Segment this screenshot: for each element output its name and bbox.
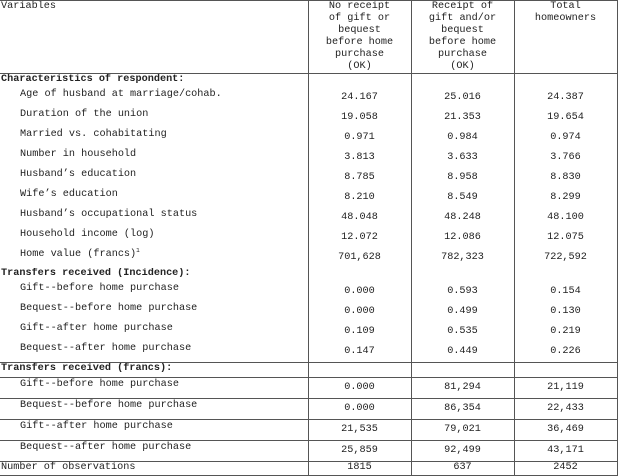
cell-no-receipt: 0.109 [308,322,411,342]
section-header-row [0,74,617,89]
section-title: Transfers received (francs): [0,363,308,378]
observations-no-receipt: 1815 [308,462,411,476]
cell-no-receipt: 0.147 [308,342,411,363]
header-row [0,1,617,74]
cell-receipt: 3.633 [411,148,514,168]
cell-total: 0.219 [514,322,617,342]
table-row [0,88,617,108]
cell-receipt: 0.535 [411,322,514,342]
row-label: Married vs. cohabitating [20,129,167,140]
cell-total: 0.154 [514,282,617,302]
cell-no-receipt: 21,535 [308,420,411,441]
table-row [0,148,617,168]
cell-receipt: 21.353 [411,108,514,128]
cell-no-receipt: 8.785 [308,168,411,188]
observations-receipt: 637 [411,462,514,476]
section-header-row [0,363,617,378]
cell-no-receipt: 12.072 [308,228,411,248]
cell-no-receipt: 24.167 [308,88,411,108]
row-label: Duration of the union [20,109,149,120]
cell-no-receipt: 0.000 [308,399,411,420]
section-header-row [0,268,617,282]
table-row [0,302,617,322]
cell-receipt: 8.958 [411,168,514,188]
cell-total: 3.766 [514,148,617,168]
table-row [0,248,617,268]
cell-receipt: 25.016 [411,88,514,108]
header-total: Total homeowners [514,1,617,74]
cell-total: 48.100 [514,208,617,228]
cell-total: 8.299 [514,188,617,208]
header-receipt: Receipt of gift and/or bequest before home purchase (OK) [411,1,514,74]
cell-no-receipt: 0.971 [308,128,411,148]
cell-total: 24.387 [514,88,617,108]
table-row [0,228,617,248]
row-label: Bequest--after home purchase [0,342,308,363]
table-row [0,441,617,462]
cell-receipt: 92,499 [411,441,514,462]
row-label: Husband’s occupational status [20,209,198,220]
header-no-receipt: No receipt of gift or bequest before home purchase (OK) [308,1,411,74]
observations-total: 2452 [514,462,617,476]
table-row [0,342,617,363]
cell-no-receipt: 3.813 [308,148,411,168]
cell-receipt: 0.499 [411,302,514,322]
cell-receipt: 81,294 [411,378,514,399]
row-label: Bequest--before home purchase [0,399,308,420]
cell-receipt: 79,021 [411,420,514,441]
cell-no-receipt: 701,628 [308,248,411,268]
table-row [0,208,617,228]
section-title: Characteristics of respondent: [1,74,185,85]
cell-total: 12.075 [514,228,617,248]
cell-receipt: 782,323 [411,248,514,268]
row-label: Number in household [20,149,137,160]
observations-row [0,462,617,476]
row-label: Gift--after home purchase [0,420,308,441]
footnote-marker: 1 [136,248,140,254]
cell-receipt: 86,354 [411,399,514,420]
row-label: Gift--after home purchase [20,323,173,334]
row-label: Gift--before home purchase [20,283,179,294]
cell-no-receipt: 8.210 [308,188,411,208]
cell-total: 0.226 [514,342,617,363]
table-row [0,128,617,148]
cell-total: 22,433 [514,399,617,420]
header-variables: Variables [0,1,308,74]
table-row [0,168,617,188]
cell-no-receipt: 48.048 [308,208,411,228]
row-label: Gift--before home purchase [0,378,308,399]
cell-total: 0.974 [514,128,617,148]
observations-label: Number of observations [0,462,308,476]
cell-total: 19.654 [514,108,617,128]
cell-no-receipt: 19.058 [308,108,411,128]
cell-total: 722,592 [514,248,617,268]
cell-receipt: 0.593 [411,282,514,302]
row-label: Wife’s education [20,189,118,200]
row-label: Husband’s education [20,169,137,180]
row-label: Bequest--after home purchase [0,441,308,462]
section-title: Transfers received (Incidence): [1,268,191,279]
cell-no-receipt: 0.000 [308,378,411,399]
cell-receipt: 0.449 [411,342,514,363]
row-label [0,248,308,268]
row-label: Household income (log) [20,229,155,240]
table-row [0,282,617,302]
row-label: Bequest--before home purchase [20,303,198,314]
table-row [0,399,617,420]
cell-total: 43,171 [514,441,617,462]
cell-no-receipt: 0.000 [308,282,411,302]
table-row [0,420,617,441]
cell-total: 8.830 [514,168,617,188]
cell-total: 36,469 [514,420,617,441]
cell-receipt: 0.984 [411,128,514,148]
table-row [0,378,617,399]
cell-receipt: 12.086 [411,228,514,248]
cell-total: 0.130 [514,302,617,322]
row-label: Age of husband at marriage/cohab. [20,89,222,100]
cell-receipt: 8.549 [411,188,514,208]
cell-receipt: 48.248 [411,208,514,228]
table-row [0,188,617,208]
row-label-text: Home value (francs) [20,249,137,260]
cell-no-receipt: 0.000 [308,302,411,322]
cell-no-receipt: 25,859 [308,441,411,462]
table-row [0,322,617,342]
table-row [0,108,617,128]
cell-total: 21,119 [514,378,617,399]
